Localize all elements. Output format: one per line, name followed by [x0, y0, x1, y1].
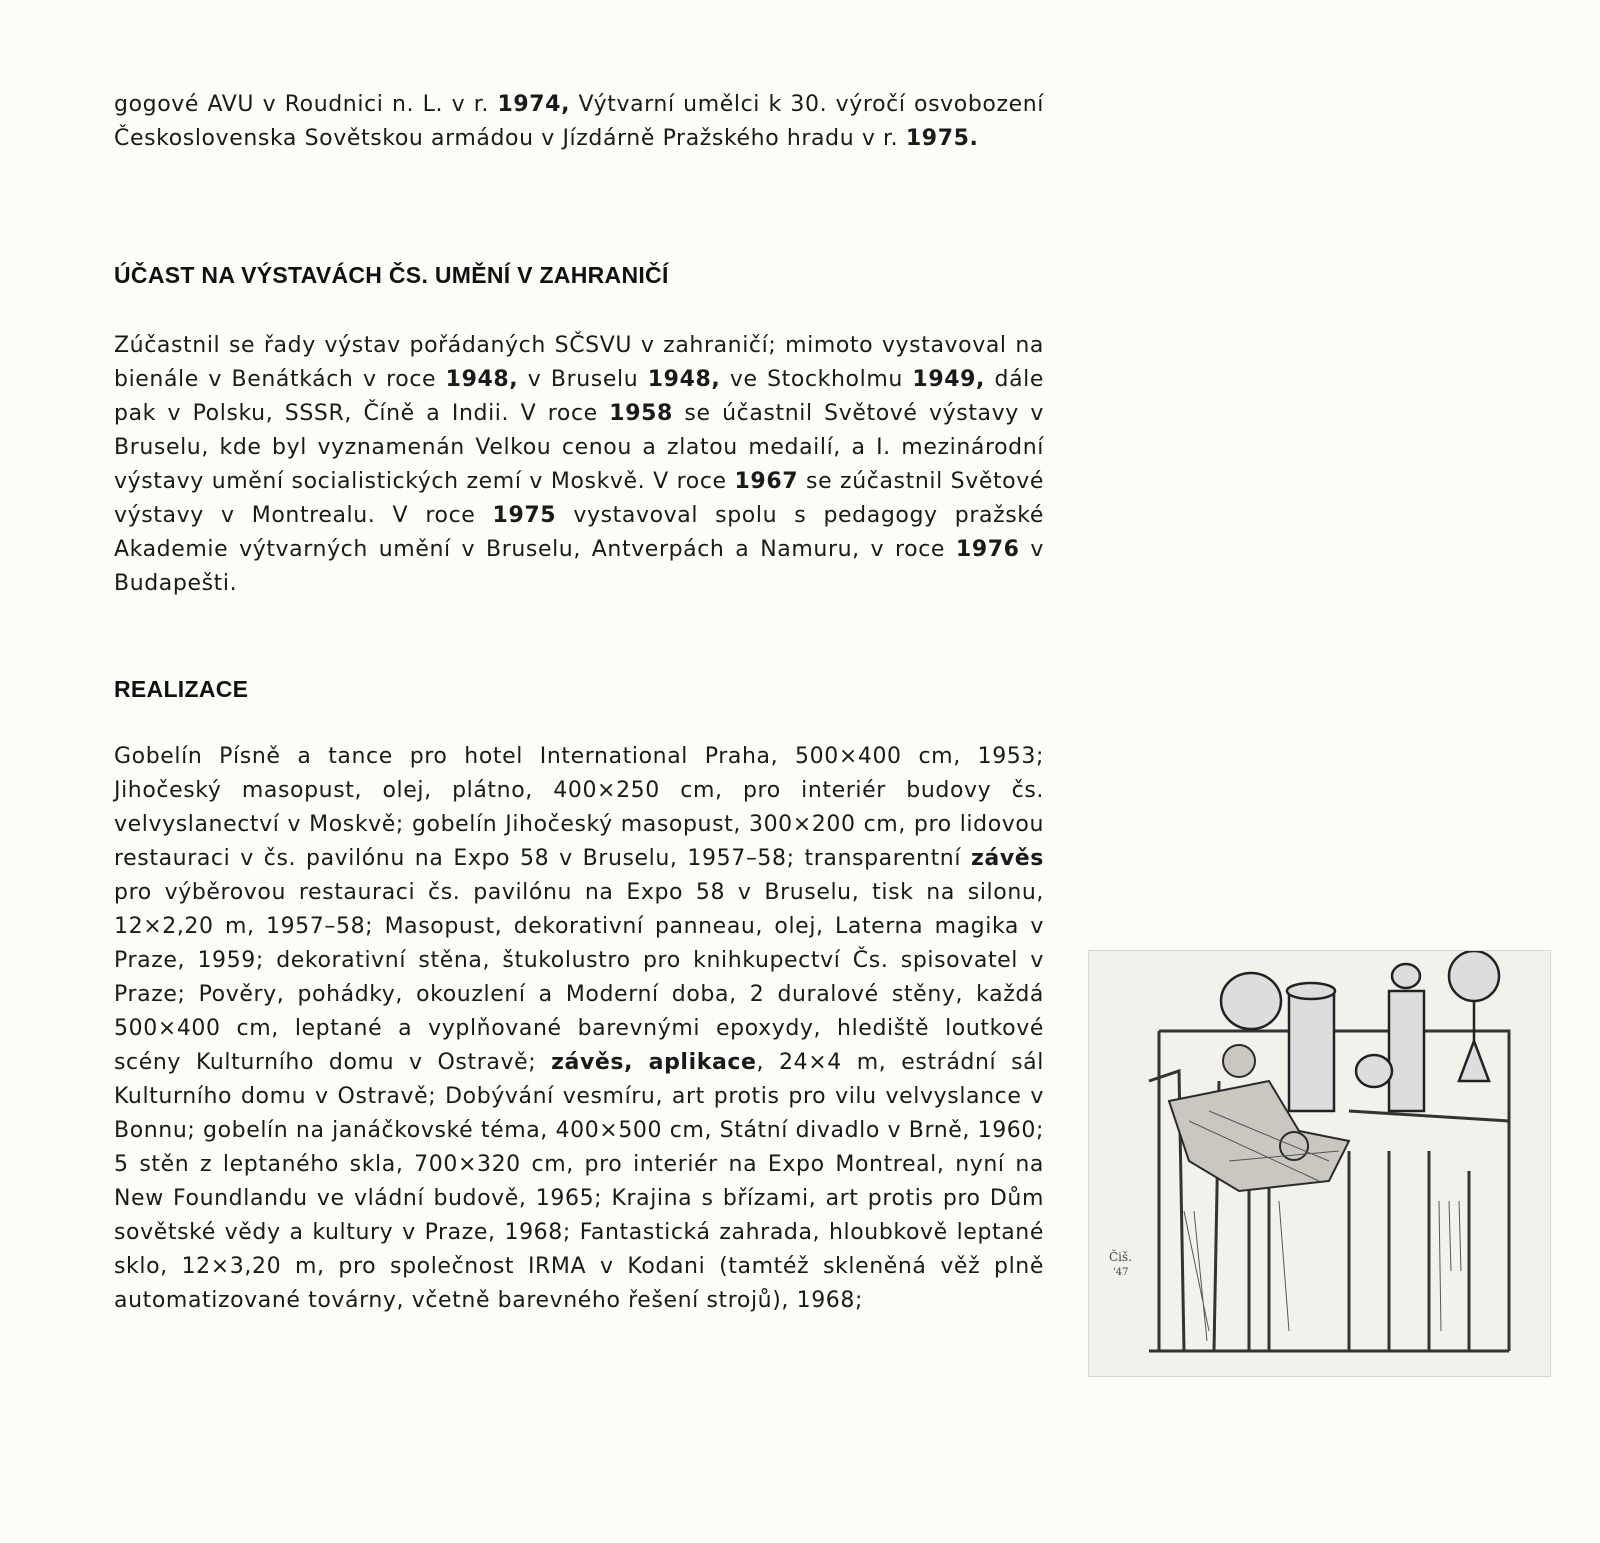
year-bold: 1967 — [734, 469, 799, 494]
text-run: vystavoval spolu s pedagogy pražské Akademie výtvarných umění v Bruselu, Antverpách a Namuru, v roce — [114, 503, 1044, 562]
section-heading-exhibitions: ÚČAST NA VÝSTAVÁCH ČS. UMĚNÍ V ZAHRANIČÍ — [114, 262, 669, 288]
year-bold: 1948, — [647, 367, 721, 392]
text-run: dále pak v Polsku, SSSR, Číně a Indii. V roce — [114, 367, 1045, 426]
exhibitions-paragraph — [114, 329, 1044, 601]
bold-run: závěs — [970, 846, 1044, 871]
text-run: ve Stockholmu — [720, 367, 913, 392]
year-bold: 1948, — [445, 367, 519, 392]
text-run: v Bruselu — [518, 367, 648, 392]
svg-text:Čiš.: Čiš. — [1109, 1250, 1132, 1264]
year-bold: 1958 — [609, 401, 673, 426]
text-run: pro výběrovou restauraci čs. pavilónu na Expo 58 v Bruselu, tisk na silonu, 12×2,20 m, 1957–58; Masopust, dekorativní panneau, olej, Laterna magika v Praze, 1959; dekorativní stěna, štukolustro pro knihkupectví Čs. spisovatel v Praze; Pověry, pohádky, okouzlení a Moderní doba, 2 duralové stěny, každá 500×400 cm, leptané a vyplňované barevnými epoxydy, hlediště loutkové scény Kulturního domu v Ostravě; — [114, 880, 1044, 1075]
text-run: v Budapešti. — [114, 537, 1045, 596]
year-bold: 1976 — [955, 537, 1020, 562]
text-run: Gobelín Písně a tance pro hotel International Praha, 500×400 cm, 1953; Jihočeský masopust, olej, plátno, 400×250 cm, pro interiér budovy čs. velvyslanectví v Moskvě; gobelín Jihočeský masopust, 300×200 cm, pro lidovou restauraci v čs. pavilónu na Expo 58 v Bruselu, 1957–58; transparentní — [114, 744, 1044, 871]
intro-paragraph — [114, 88, 1044, 156]
text-run: gogové AVU v Roudnici n. L. v r. — [114, 92, 498, 117]
text-run: se účastnil Světové výstavy v Bruselu, kde byl vyznamenán Velkou cenou a zlatou medailí, a I. mezinárodní výstavy umění socialistických zemí v Moskvě. V roce — [114, 401, 1044, 494]
realizace-paragraph — [114, 740, 1044, 1318]
year-bold: 1974, — [497, 92, 571, 117]
section-heading-realizace: REALIZACE — [114, 676, 249, 702]
text-run: , 24×4 m, estrádní sál Kulturního domu v Ostravě; Dobývání vesmíru, art protis pro vilu velvyslance v Bonnu; gobelín na janáčkovské téma, 400×500 cm, Státní divadlo v Brně, 1960; 5 stěn z leptaného skla, 700×320 cm, pro interiér na Expo Montreal, nyní na New Foundlandu ve vládní budově, 1965; Krajina s břízami, art protis pro Dům sovětské vědy a kultury v Praze, 1968; Fantastická zahrada, hloubkově leptané sklo, 12×3,20 m, pro společnost IRMA v Kodani (tamtéž skleněná věž plně automatizované továrny, včetně barevného řešení strojů), 1968; — [114, 1050, 1044, 1313]
svg-text:'47: '47 — [1113, 1267, 1129, 1278]
text-run: Výtvarní umělci k 30. výročí osvobození Československa Sovětskou armádou v Jízdárně Pražského hradu v r. — [114, 92, 1045, 151]
year-bold: 1949, — [912, 367, 985, 392]
year-bold: 1975 — [492, 503, 557, 528]
year-bold: 1975. — [905, 126, 979, 151]
still-life-drawing — [1088, 950, 1551, 1377]
still-life-sketch-image — [1089, 951, 1550, 1376]
bold-run: závěs, aplikace — [551, 1050, 757, 1075]
text-run: se zúčastnil Světové výstavy v Montrealu. V roce — [114, 469, 1044, 528]
text-run: Zúčastnil se řady výstav pořádaných SČSVU v zahraničí; mimoto vystavoval na bienále v Benátkách v roce — [114, 333, 1044, 392]
